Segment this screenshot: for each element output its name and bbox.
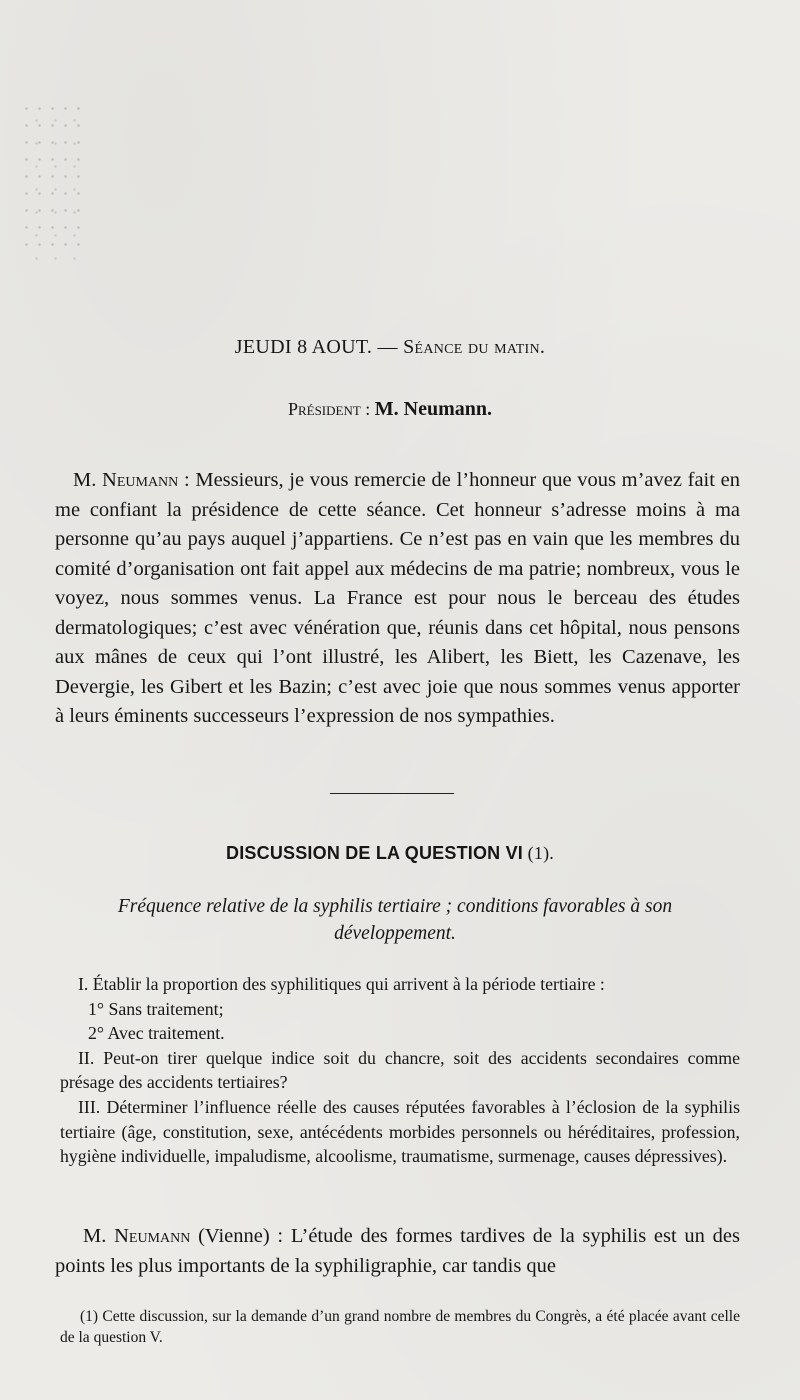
reply-text: : L’étude des formes tardives de la syphilis est un des points les plus importants de la syphiligraphie, car tandis que: [55, 1225, 740, 1277]
footnote-reference: (1).: [522, 843, 554, 863]
discussion-title-text: DISCUSSION DE LA QUESTION VI: [226, 843, 523, 863]
session-label: Séance du matin.: [403, 336, 546, 358]
section-divider: [330, 793, 454, 794]
reply-paragraph: [55, 1222, 740, 1281]
discussion-title: [0, 843, 780, 864]
reply-origin: (Vienne): [190, 1225, 270, 1247]
question-3: III. Déterminer l’influence réelle des causes réputées favorables à l’éclosion de la syphilis tertiaire (âge, constitution, sexe, antécédents morbides personnels ou héréditaires, profession, hygiène individuelle, impaludisme, alcoolisme, traumatisme, surmenage, causes dépressives).: [60, 1096, 740, 1167]
president-line: [0, 398, 780, 421]
question-list: [60, 972, 740, 1169]
footnote: (1) Cette discussion, sur la demande d’un grand nombre de membres du Congrès, a été placée avant celle de la question V.: [60, 1308, 740, 1346]
speech-paragraph: [55, 466, 740, 732]
question-1-item-a: 1° Sans traitement;: [88, 998, 224, 1019]
question-1: I. Établir la proportion des syphilitiques qui arrivent à la période tertiaire :: [78, 974, 605, 994]
discussion-subtitle: Fréquence relative de la syphilis tertiaire ; conditions favorables à son développement.: [117, 896, 673, 944]
reply-speaker: M. Neumann: [83, 1225, 191, 1247]
session-day: JEUDI 8 AOUT. —: [234, 336, 404, 358]
question-2: II. Peut-on tirer quelque indice soit du chancre, soit des accidents secondaires comme présage des accidents tertiaires?: [60, 1047, 740, 1093]
president-name: M. Neumann.: [374, 398, 493, 420]
paper-speckle: [20, 100, 80, 260]
session-heading: [0, 336, 780, 359]
speech-text: : Messieurs, je vous remercie de l’honneur que vous m’avez fait en me confiant la présidence de cette séance. Cet honneur s’adresse moins à ma personne qu’au pays auquel j’appartiens. Ce n’est pas en vain que les membres du comité d’organisation ont fait appel aux médecins de ma patrie; nombreux, vous le voyez, nous sommes venus. La France est pour nous le berceau des études dermatologiques; c’est avec vénération que, réunis dans cet hôpital, nous pensons aux mânes de ceux qui l’ont illustré, les Alibert, les Biett, les Cazenave, les Devergie, les Gibert et les Bazin; c’est avec joie que nous sommes venus apporter à leurs éminents successeurs l’expression de nos sympathies.: [55, 469, 740, 727]
president-label: Président :: [287, 399, 375, 419]
speech-speaker: M. Neumann: [73, 469, 179, 491]
question-1-item-b: 2° Avec traitement.: [88, 1023, 225, 1044]
